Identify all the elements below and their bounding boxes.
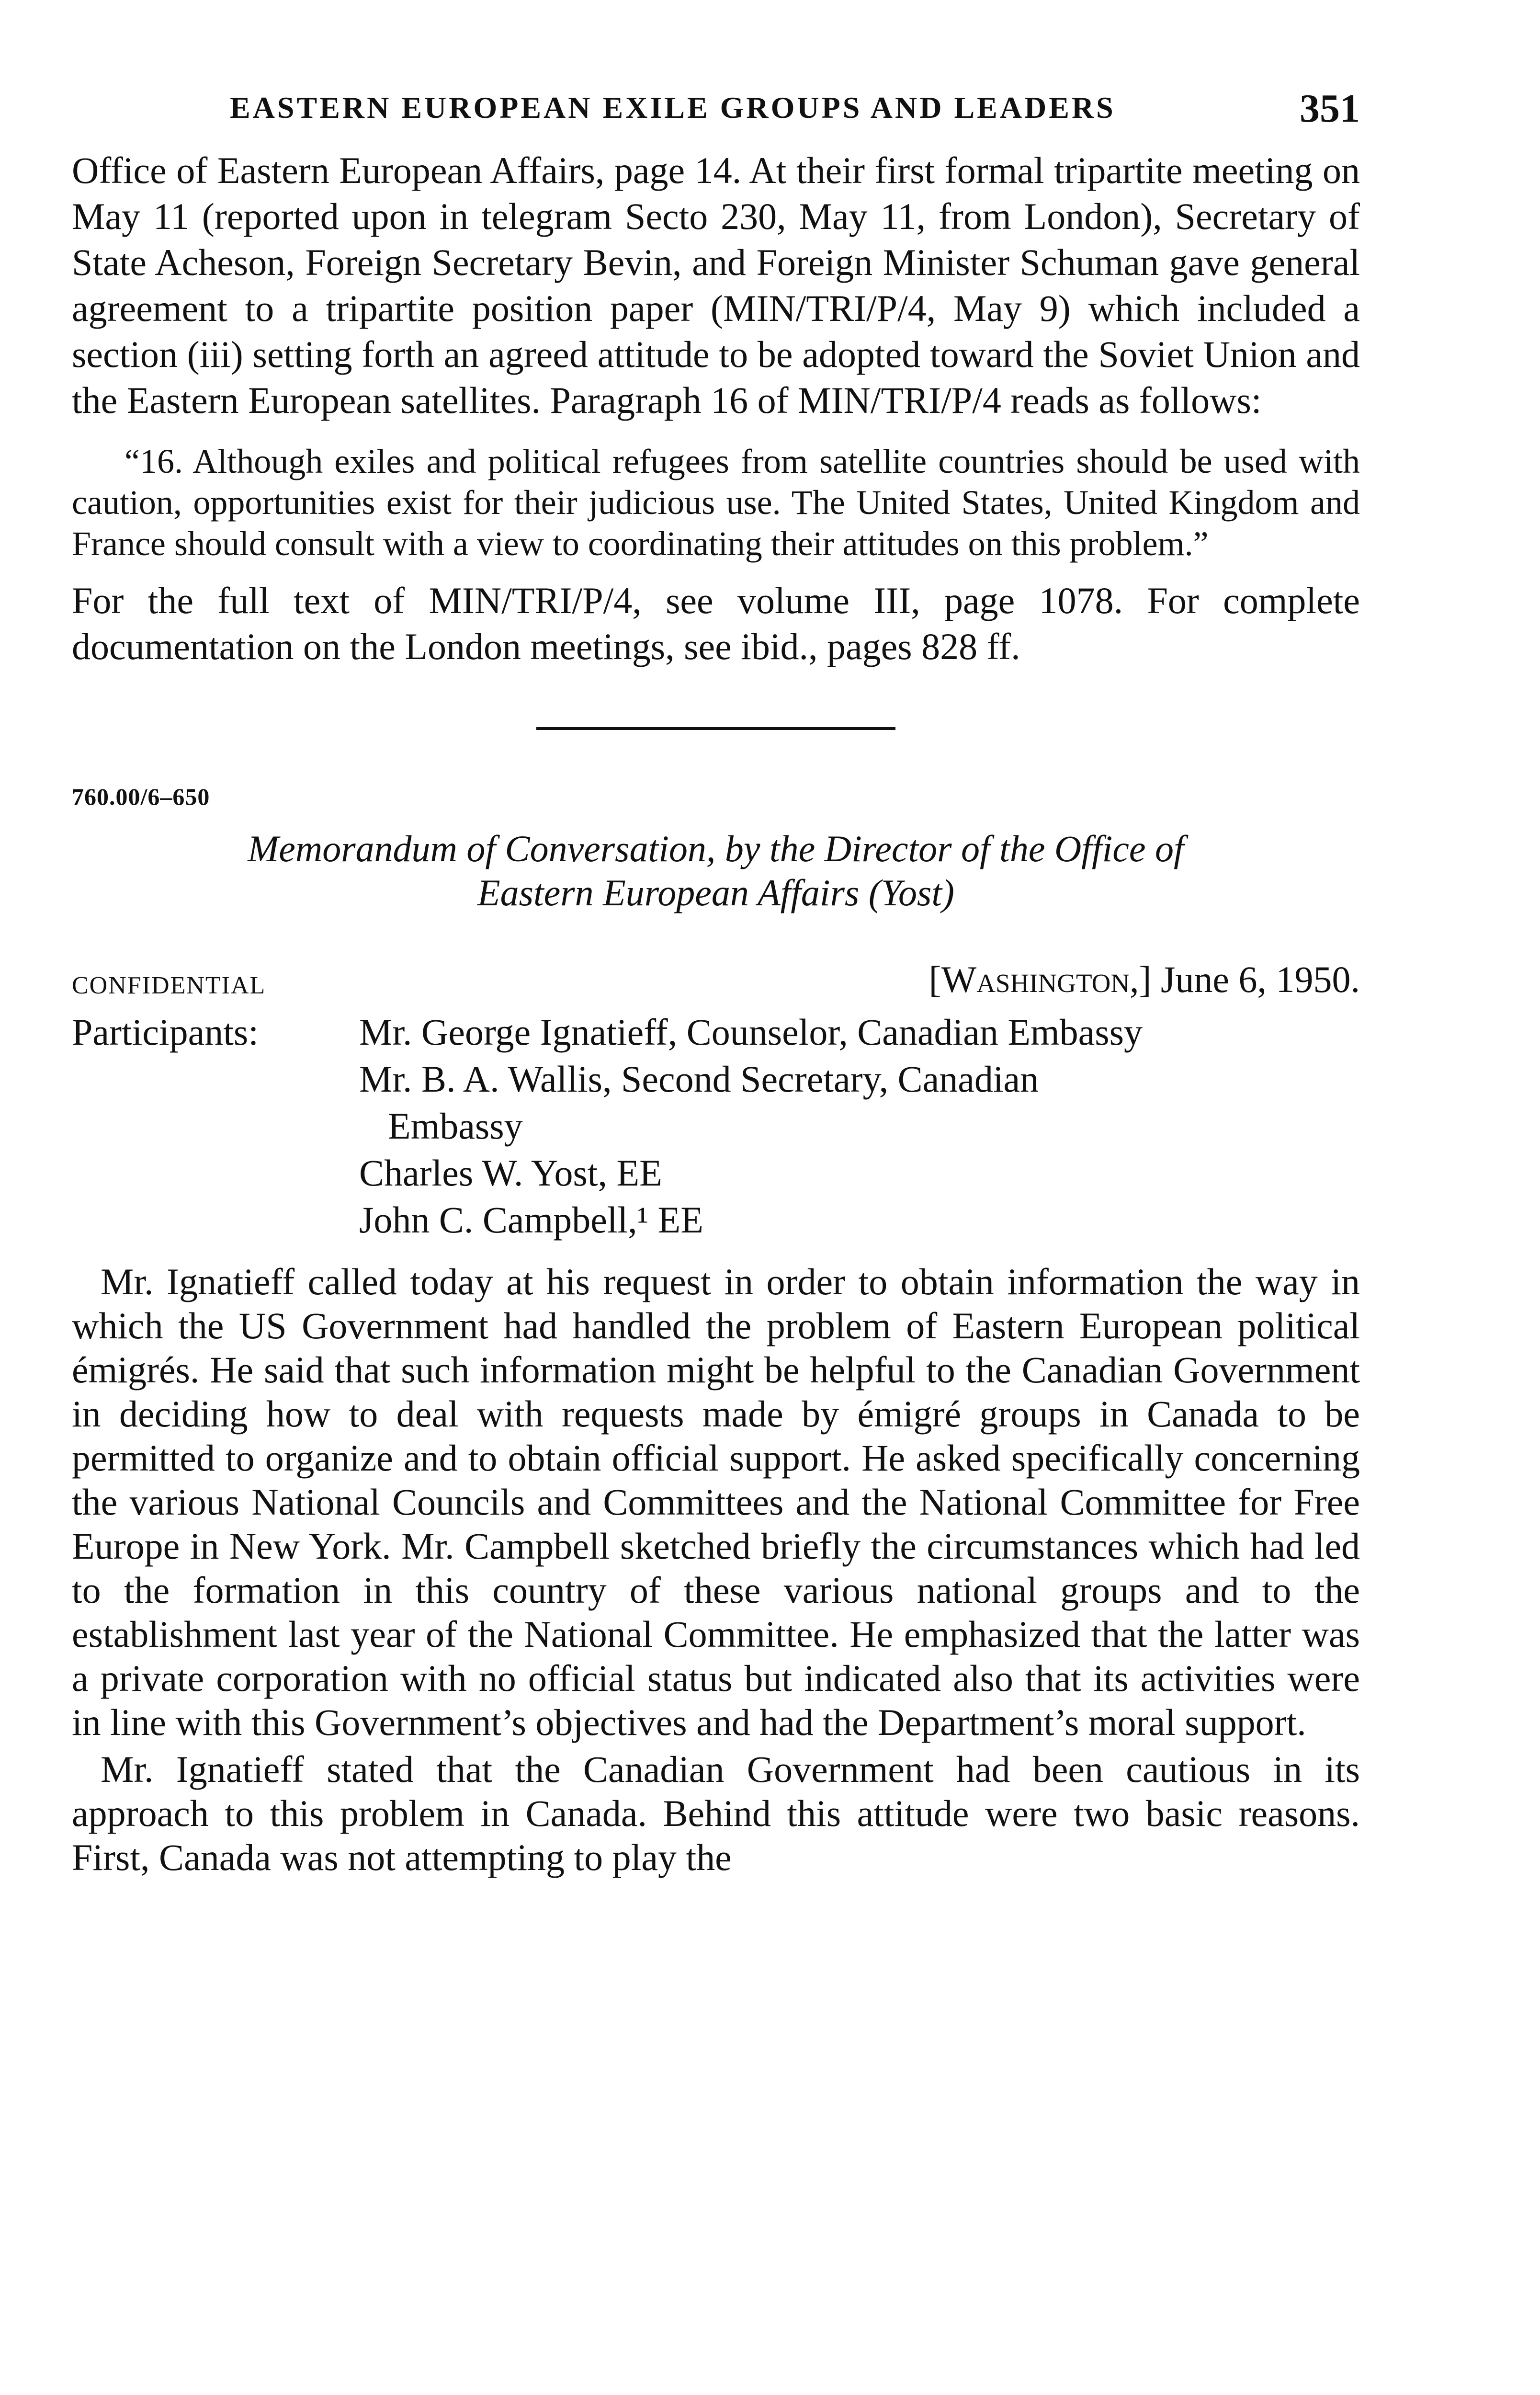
participant-continuation: Embassy [388, 1105, 523, 1147]
participant: John C. Campbell,¹ EE [359, 1199, 703, 1241]
document-id: 760.00/6–650 [72, 783, 210, 810]
place: [Washington,] [929, 958, 1152, 1000]
memo-title-line-2: Eastern European Affairs (Yost) [477, 872, 955, 913]
date: June 6, 1950. [1161, 958, 1360, 1000]
intro-closing: For the full text of MIN/TRI/P/4, see volume III, page 1078. For complete documentation on the London meetings, see ibid., pages 828 ff. [72, 580, 1360, 667]
body-paragraph-2: Mr. Ignatieff stated that the Canadian Government had been cautious in its approach to this problem in Canada. Behind this attitude were two basic reasons. First, Canada was not attempting to play the [72, 1748, 1360, 1878]
document-page [72, 81, 1360, 2395]
memo-title-line-1: Memorandum of Conversation, by the Director of the Office of [248, 828, 1184, 869]
section-divider [536, 727, 895, 730]
participants-list [359, 1009, 1360, 1243]
quoted-paragraph: “16. Although exiles and political refugees from satellite countries should be used with caution, opportunities exist for their judicious use. The United States, United Kingdom and France should consult with a view to coordinating their attitudes on this problem.” [72, 442, 1360, 563]
participants [72, 1009, 1360, 1243]
classification-label: CONFIDENTIAL [72, 972, 266, 999]
participants-label: Participants: [72, 1011, 259, 1053]
participant: Mr. B. A. Wallis, Second Secretary, Canadian [359, 1058, 1039, 1100]
participant: Charles W. Yost, EE [359, 1152, 662, 1194]
page-number: 351 [1300, 86, 1360, 131]
running-title: EASTERN EUROPEAN EXILE GROUPS AND LEADERS [230, 91, 1116, 125]
intro-paragraph: Office of Eastern European Affairs, page 14. At their first formal tripartite meeting on May 11 (reported upon in telegram Secto 230, May 11, from London), Secretary of State Acheson, Foreign Secretary Bevin, and Foreign Minister Schuman gave general agreement to a tripartite position paper (MIN/TRI/P/4, May 9) which included a section (iii) setting forth an agreed attitude to be adopted toward the Soviet Union and the Eastern European satellites. Paragraph 16 of MIN/TRI/P/4 reads as follows: [72, 149, 1360, 421]
memo-title [72, 827, 1360, 915]
body-paragraph-1: Mr. Ignatieff called today at his request in order to obtain information the way in which the US Government had handled the problem of Eastern European political émigrés. He said that such information might be helpful to the Canadian Government in deciding how to deal with requests made by émigré groups in Canada to be permitted to organize and to obtain official support. He asked specifically concerning the various National Councils and Committees and the National Committee for Free Europe in New York. Mr. Campbell sketched briefly the circumstances which had led to the formation in this country of these various national groups and to the establishment last year of the National Committee. He emphasized that the latter was a private corporation with no official status but indicated also that its activities were in line with this Government’s objectives and had the Department’s moral support. [72, 1261, 1360, 1743]
classification-row [72, 958, 1360, 1006]
running-header [72, 81, 1360, 139]
participant: Mr. George Ignatieff, Counselor, Canadian Embassy [359, 1011, 1143, 1053]
place-date [929, 958, 1360, 1001]
